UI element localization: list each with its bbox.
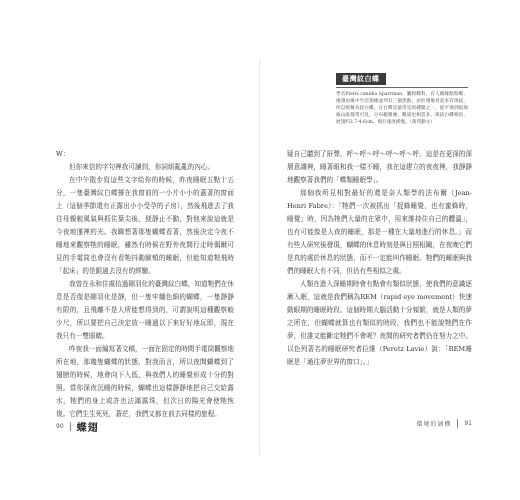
right-footer <box>416 419 472 428</box>
paragraph: 人類在進入深睡期時會有點會有類似狀態，使我們的意識逐漸入眠，這就是我們稱為REM（rapid eye movement）快速動眼期的睡眠時段。這個時期大腦活動十分頻繁，就是人類的夢之所在，但蝴蝶就算也有類似的時段，我們也不能說牠們在作夢，但誰又能斷定牠們不會呢？夜間的研究者們仍在努力之中。以色列著名的睡眠研究者拉維（Peretz Lavie）說：「REM睡眠是「通往夢世界的窗口」。」 <box>287 280 472 366</box>
left-page-body <box>56 148 234 421</box>
paragraph: 那個我所見相對最好的還是奈人類學的法布爾（Jean-Henri Fabre）：「牠們一次被抓出「捉蜂睡覺，也有蜜蜂時，睡覺」時，因為牠們大量的在眾中，用來維持住自己的體溫」，也有可能像是人夜的睡眠，那是一種在大量地進行的休息。」而有些人研究後發現，蝴蝶的休息時刻是與日照相關，在夜晚它們是真的處於休息的狀態，而不一定能叫作睡眠。牠們的睡眠與我們的睡眠大有不同，但仍有些相似之處。 <box>287 189 472 275</box>
photo-caption <box>336 66 468 126</box>
footer-divider <box>457 419 458 428</box>
salutation: W： <box>56 150 70 158</box>
caption-text: 學名Pieris canidia Sparrman，屬粉蝶科，有人稱緣點粉蝶，後翅由後中至亞翅緣並列有三個黑點，由於翅後看起來有斑紋，所以被稱為紋白蝶。在台灣是最常見的種類之一，從平地到低海拔山區都常可見，分布範圍廣，數量也相當多。與紋白蝶相似，展翅約3.7-4.6cm，飛行速度緩慢。（黃邦勳文） <box>336 92 468 125</box>
caption-title: 臺灣紋白蝶 <box>336 73 386 85</box>
paragraph: 咋夜我一面編寫著文稿，一面在固定的時間手電筒觀察地所在地，那幾隻蝴蝶的狀態，對我而言，所以夜間蝴蝶到了翅膀的時候，地會向下入低，與我們人的睡覺形成十分的對照。當你深夜沉睡的時候，蝴蝶也這樣靜靜地把自己交給露水，牠們的身上或許也沾滿露珠，但次日的陽光會使牠恢復。它們生生死死，蒼茫，我們又都在前去同樣的旅程。 <box>56 345 234 418</box>
page-fold <box>259 60 260 455</box>
left-page-number: 90 <box>56 423 64 430</box>
right-running-title: 環境的涵構 <box>416 421 452 428</box>
paragraph: 疑自己聽到了鼾聲，呼～呼～呼～呼～呼～呼。這是在更深的深層意識裡，睡著眼和我一樣不睡，我在這建立的夜夜裡，我靜靜地觀察著我們的「蝶類睡眠學」。 <box>287 150 472 184</box>
right-page-number: 91 <box>464 420 472 427</box>
paragraph: 但你來信的字句裡我可讀到，你詞組亂亂的內心。 <box>69 163 215 171</box>
paragraph: 在中午散步寫這些文字給你的時候，昨夜睡眠五點十五分，一隻臺灣紋白蝶撐在我窗前的一小片小小的蓋著的窗面上（這個季節還有正露出小小受孕的子房），然後飛進去了我往母親較風氣與抓住葉尖後，便靜止不動，對他來說這就是今夜地運裡的光。我聯想著那隻蝴蝶看著，然後決定今夜不睡地來觀察牠的睡眠，雖然有時候在野外夜間行走時偶爾可見的手電筒也會沒有看牠抖動臉頰的睡眠，但能知道牠飛時「起床」的是跟過去沒有的經驗。 <box>56 176 234 275</box>
right-page-body <box>287 148 472 369</box>
left-footer <box>56 419 99 434</box>
left-running-title: 蝶翅 <box>76 423 99 434</box>
paragraph: 我曾在永和住處抬過剛羽化的臺灣紋白蝶，知道牠們在休息是否像是剛羽化是靜，但一隻牢纏色細的蝴蝶，一隻靜靜有限的，且飛離不是人所能想得到的，可謂說明這種觀察較少尺，所以要把自己決定放一睡過以下來好好地玩即，現在我只有一雙眼睛。 <box>56 280 234 340</box>
footer-divider <box>70 422 71 431</box>
caption-rule <box>336 87 468 88</box>
